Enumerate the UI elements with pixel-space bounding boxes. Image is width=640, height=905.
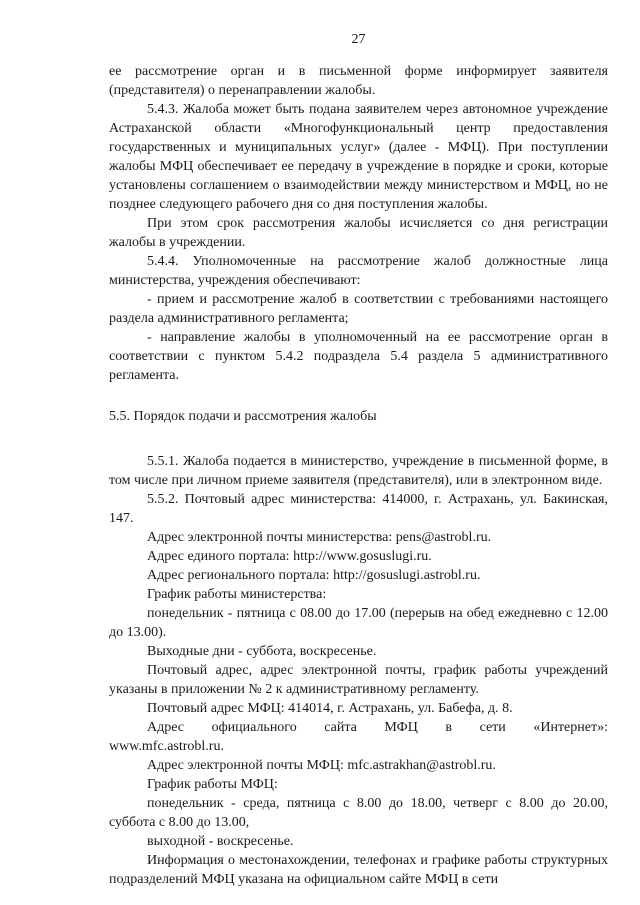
mfc-postal-address: Почтовый адрес МФЦ: 414014, г. Астрахань, ул. Бабефа, д. 8. bbox=[147, 701, 513, 716]
website-word: МФЦ bbox=[384, 720, 418, 735]
paragraph-5-5-2-postal-address: 5.5.2. Почтовый адрес министерства: 414000, г. Астрахань, ул. Бакинская, 147. bbox=[109, 492, 608, 526]
paragraph-5-4-3: 5.4.3. Жалоба может быть подана заявителем через автономное учреждение Астраханской области «Многофункциональный центр предоставления государственных и муниципальных услуг» (далее - МФЦ). При поступлении жалобы МФЦ обеспечивает ее передачу в учреждение в порядке и сроки, которые установлены соглашением о взаимодействии между министерством и МФЦ, но не позднее следующего рабочего дня со дня поступления жалобы. bbox=[109, 102, 608, 212]
mfc-email-line: Адрес электронной почты МФЦ: mfc.astrakhan@astrobl.ru. bbox=[147, 758, 496, 773]
paragraph-5-4-4: 5.4.4. Уполномоченные на рассмотрение жалоб должностные лица министерства, учреждения обеспечивают: bbox=[109, 254, 608, 288]
regional-portal-line: Адрес регионального портала: http://gosuslugi.astrobl.ru. bbox=[147, 568, 481, 583]
page-number: 27 bbox=[351, 32, 366, 47]
website-word: «Интернет»: bbox=[533, 720, 608, 735]
paragraph-redirect-notice: ее рассмотрение орган и в письменной форме информирует заявителя (представителя) о перенаправлении жалобы. bbox=[109, 64, 608, 98]
document-body bbox=[109, 62, 608, 889]
website-word: сети bbox=[479, 720, 506, 735]
paragraph-review-period: При этом срок рассмотрения жалобы исчисляется со дня регистрации жалобы в учреждении. bbox=[109, 216, 608, 250]
section-heading-5-5: 5.5. Порядок подачи и рассмотрения жалобы bbox=[109, 409, 377, 424]
ministry-email-line: Адрес электронной почты министерства: pens@astrobl.ru. bbox=[147, 530, 492, 545]
list-item-forward-complaint: - направление жалобы в уполномоченный на ее рассмотрение орган в соответствии с пунктом 5.4.2 подраздела 5.4 раздела 5 административного регламента. bbox=[109, 330, 608, 383]
website-word: официального bbox=[211, 720, 297, 735]
website-word: Адрес bbox=[147, 720, 185, 735]
list-item-receive-review: - прием и рассмотрение жалоб в соответствии с требованиями настоящего раздела административного регламента; bbox=[109, 292, 608, 326]
website-word: в bbox=[445, 720, 453, 735]
mfc-subdivisions-info: Информация о местонахождении, телефонах и графике работы структурных подразделений МФЦ указана на официальном сайте МФЦ в сети bbox=[109, 853, 608, 887]
paragraph-5-5-1: 5.5.1. Жалоба подается в министерство, учреждение в письменной форме, в том числе при личном приеме заявителя (представителя), или в электронном виде. bbox=[109, 454, 608, 488]
mfc-website-url: www.mfc.astrobl.ru. bbox=[109, 739, 224, 754]
mfc-website-line bbox=[109, 718, 608, 737]
ministry-days-off: Выходные дни - суббота, воскресенье. bbox=[147, 644, 377, 659]
single-portal-line: Адрес единого портала: http://www.gosuslugi.ru. bbox=[147, 549, 432, 564]
website-word: сайта bbox=[324, 720, 357, 735]
ministry-schedule-heading: График работы министерства: bbox=[147, 587, 327, 602]
mfc-schedule-hours: понедельник - среда, пятница с 8.00 до 18.00, четверг с 8.00 до 20.00, суббота с 8.00 до 13.00, bbox=[109, 796, 608, 830]
mfc-day-off: выходной - воскресенье. bbox=[147, 834, 294, 849]
mfc-schedule-heading: График работы МФЦ: bbox=[147, 777, 278, 792]
institutions-info-line: Почтовый адрес, адрес электронной почты, график работы учреждений указаны в приложении № 2 к административному регламенту. bbox=[109, 663, 608, 697]
ministry-schedule-hours: понедельник - пятница с 08.00 до 17.00 (перерыв на обед ежедневно с 12.00 до 13.00). bbox=[109, 606, 608, 640]
